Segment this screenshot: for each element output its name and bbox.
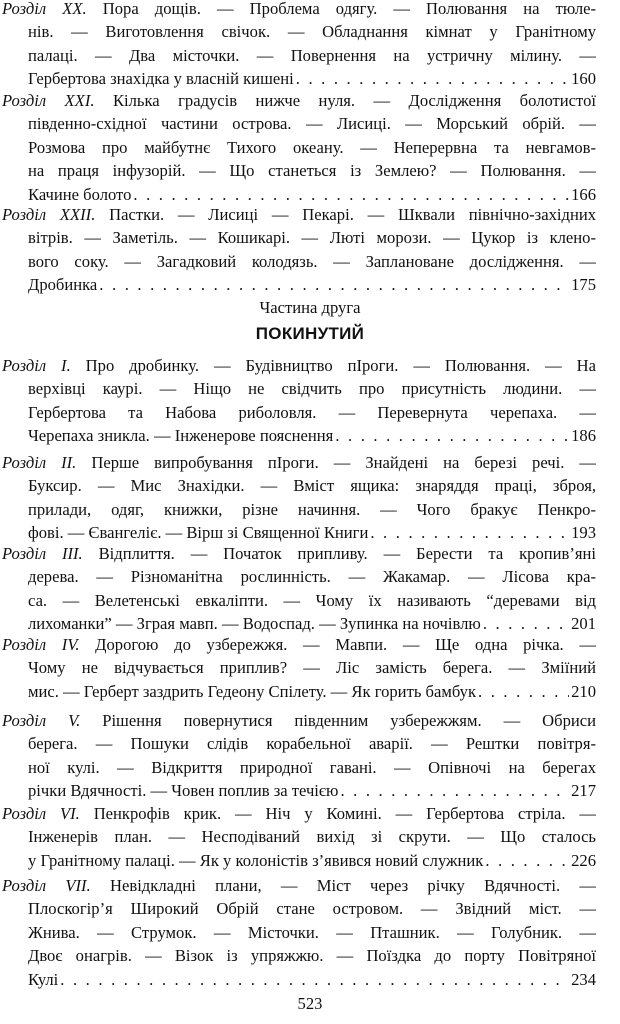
chapter-label: Розділ V.	[2, 711, 81, 730]
toc-entry-ch6	[2, 802, 596, 872]
page-ref: 193	[571, 523, 596, 543]
toc-entry-ch20	[2, 0, 596, 91]
toc-line: Гербертова та Набова риболовля. — Перевернута черепаха. —	[28, 402, 596, 422]
chapter-summary: Пора дощів. — Проблема одягу. — Полювання на тюле-	[102, 0, 596, 18]
chapter-summary-end: у Гранітному палаці. — Як у колоністів з’явився новий служник	[28, 850, 484, 870]
chapter-summary: Перше випробування пІроги. — Знайдені на березі речі. —	[91, 453, 596, 472]
chapter-label: Розділ VII.	[2, 876, 91, 895]
leader-dots	[478, 680, 569, 703]
chapter-label: Розділ ХХ.	[2, 0, 87, 18]
chapter-summary-end: Дробинка	[28, 275, 98, 295]
toc-line: вітрів. — Заметіль. — Кошикарі. — Люті морози. — Цукор із клено-	[28, 228, 596, 248]
part-title: ПОКИНУТИЙ	[255, 324, 365, 343]
toc-line: Двоє онагрів. — Візок із упряжжю. — Поїздка до порту Повітряної	[28, 946, 596, 966]
chapter-summary: Пастки. — Лисиці — Пекарі. — Шквали північно-західних	[109, 205, 596, 224]
leader-dots	[296, 67, 569, 90]
toc-last-line	[2, 424, 596, 447]
page-ref: 186	[571, 426, 596, 446]
toc-entry-ch1	[2, 354, 596, 448]
chapter-summary: Кілька градусів нижче нуля. — Дослідження болотистої	[112, 91, 596, 110]
toc-line: Розмова про майбутнє Тихого океану. — Неперервна та невгамов-	[28, 137, 596, 157]
toc-first-line	[2, 354, 596, 377]
toc-last-line	[2, 67, 596, 90]
part-subtitle: Частина друга	[259, 298, 361, 317]
chapter-summary-end: Гербертова знахідка у власній кишені	[28, 69, 294, 89]
chapter-label: Розділ ХХІІ.	[2, 205, 96, 224]
chapter-summary-end: Черепаха зникла. — Інженерове пояснення	[28, 426, 334, 446]
page-ref: 175	[571, 275, 596, 295]
toc-line: верхівці каурі. — Ніщо не свідчить про присутність людини. —	[28, 379, 596, 399]
chapter-label: Розділ ХХІ.	[2, 91, 95, 110]
toc-line: Чому не відчувається приплив? — Ліс замість берега. — Зміїний	[28, 658, 596, 678]
toc-first-line	[2, 542, 596, 565]
page-number: 523	[297, 994, 323, 1013]
toc-first-line	[2, 0, 596, 20]
toc-entry-ch2	[2, 451, 596, 545]
chapter-summary: Пенкрофів крик. — Ніч у Комині. — Гербертова стріла. —	[93, 804, 596, 823]
chapter-label: Розділ IV.	[2, 635, 80, 654]
toc-entry-ch3	[2, 542, 596, 636]
page-ref: 217	[571, 781, 596, 801]
toc-line: на праця інфузорій. — Що станеться із Землею? — Полювання. —	[28, 161, 596, 181]
leader-dots	[485, 849, 569, 872]
toc-line: Плоскогір’я Широкий Обрій стане островом. — Звідний міст. —	[28, 899, 596, 919]
chapter-summary-end: фові. — Євангеліє. — Вірш зі Священної Книги	[28, 523, 369, 543]
toc-line: нів. — Виготовлення свічок. — Обладнання кімнат у Гранітному	[28, 22, 596, 42]
toc-entry-ch4	[2, 633, 596, 703]
toc-line: ної кулі. — Відкриття природної гавані. — Опівночі на берегах	[28, 757, 596, 777]
chapter-summary: Невідкладні плани, — Міст через річку Вдячності. —	[110, 876, 596, 895]
toc-last-line	[2, 968, 596, 991]
leader-dots	[99, 273, 569, 296]
chapter-summary: Дорогою до узбережжя. — Мавпи. — Ще одна річка. —	[95, 635, 596, 654]
chapter-summary: Про дробинку. — Будівництво пІроги. — Полювання. — На	[85, 356, 596, 375]
toc-line: Буксир. — Мис Знахідки. — Вміст ящика: знаряддя праці, зброя,	[28, 476, 596, 496]
toc-line: Інженерів план. — Несподіваний вихід зі скрути. — Що сталось	[28, 827, 596, 847]
toc-first-line	[2, 451, 596, 474]
page-ref: 226	[571, 850, 596, 870]
toc-first-line	[2, 89, 596, 112]
chapter-summary: Відплиття. — Початок припливу. — Берести та кропив’яні	[98, 544, 596, 563]
chapter-label: Розділ VI.	[2, 804, 80, 823]
chapter-summary-end: лихоманки” — Зграя мавп. — Водоспад. — Зупинка на ночівлю	[28, 614, 481, 634]
toc-line: Жнива. — Струмок. — Місточки. — Пташник. — Голубник. —	[28, 922, 596, 942]
toc-line: палаці. — Два місточки. — Повернення на устричну мілину. —	[28, 45, 596, 65]
page-ref: 160	[571, 69, 596, 89]
chapter-label: Розділ ІІІ.	[2, 544, 83, 563]
toc-first-line	[2, 874, 596, 897]
toc-last-line	[2, 680, 596, 703]
toc-first-line	[2, 802, 596, 825]
leader-dots	[60, 968, 569, 991]
toc-last-line	[2, 779, 596, 802]
toc-line: дерева. — Різноманітна рослинність. — Жакамар. — Лісова кра-	[28, 567, 596, 587]
toc-first-line	[2, 709, 596, 732]
toc-entry-ch22	[2, 203, 596, 297]
toc-first-line	[2, 633, 596, 656]
chapter-label: Розділ ІІ.	[2, 453, 77, 472]
page-ref: 210	[571, 681, 596, 701]
chapter-summary: Рішення повернутися південним узбережжям. — Обриси	[102, 711, 596, 730]
chapter-summary-end: мис. — Герберт заздрить Гедеону Спілету. — Як горить бамбук	[28, 681, 477, 701]
leader-dots	[335, 424, 569, 447]
toc-line: са. — Велетенські евкаліпти. — Чому їх називають “деревами від	[28, 590, 596, 610]
toc-entry-ch21	[2, 89, 596, 206]
toc-entry-ch7	[2, 874, 596, 991]
chapter-summary-end: річки Вдячності. — Човен поплив за течією	[28, 781, 339, 801]
toc-first-line	[2, 203, 596, 226]
chapter-summary-end: Качине болото	[28, 184, 132, 204]
page-ref: 234	[571, 969, 596, 989]
chapter-label: Розділ І.	[2, 356, 71, 375]
toc-entry-ch5	[2, 709, 596, 803]
toc-last-line	[2, 273, 596, 296]
page-ref: 166	[571, 184, 596, 204]
page-ref: 201	[571, 614, 596, 634]
toc-line: берега. — Пошуки слідів корабельної аварії. — Рештки повітря-	[28, 734, 596, 754]
chapter-summary-end: Кулі	[28, 969, 59, 989]
leader-dots	[340, 779, 569, 802]
toc-line: південно-східної частини острова. — Лисиці. — Морський обрій. —	[28, 114, 596, 134]
toc-last-line	[2, 849, 596, 872]
toc-line: вого соку. — Загадковий колодязь. — Заплановане дослідження. —	[28, 251, 596, 271]
toc-line: прилади, одяг, книжки, різне начиння. — Чого бракує Пенкро-	[28, 499, 596, 519]
